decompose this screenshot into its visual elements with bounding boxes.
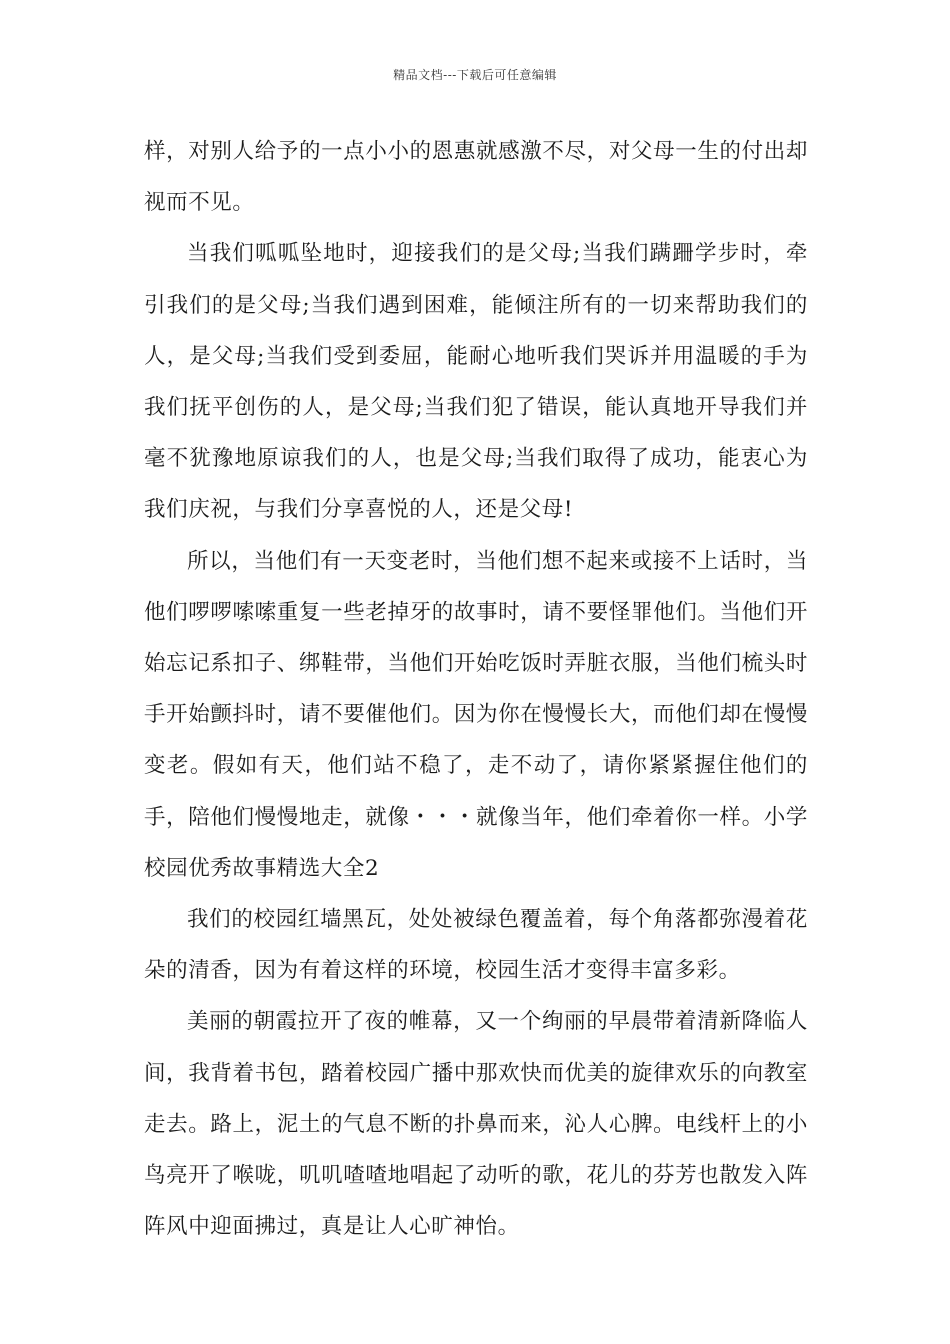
paragraph: 美丽的朝霞拉开了夜的帷幕，又一个绚丽的早晨带着清新降临人间，我背着书包，踏着校园广播中那欢快而优美的旋律欢乐的向教室走去。路上，泥土的气息不断的扑鼻而来，沁人心脾。电线杆上的小鸟亮开了喉咙，叽叽喳喳地唱起了动听的歌，花儿的芬芳也散发入阵阵风中迎面拂过，真是让人心旷神怡。 (144, 1009, 808, 1240)
document-body (144, 126, 808, 1252)
paragraph-continuation: 样，对别人给予的一点小小的恩惠就感激不尽，对父母一生的付出却视而不见。 (144, 139, 808, 216)
page-header: 精品文档---下载后可任意编辑 (393, 68, 557, 82)
paragraph: 所以，当他们有一天变老时，当他们想不起来或接不上话时，当他们啰啰嗦嗦重复一些老掉牙的故事时，请不要怪罪他们。当他们开始忘记系扣子、绑鞋带，当他们开始吃饭时弄脏衣服，当他们梳头时手开始颤抖时，请不要催他们。因为你在慢慢长大，而他们却在慢慢变老。假如有天，他们站不稳了，走不动了，请你紧紧握住他们的手，陪他们慢慢地走，就像・・・就像当年，他们牵着你一样。小学校园优秀故事精选大全2 (144, 548, 808, 881)
paragraph: 我们的校园红墙黑瓦，处处被绿色覆盖着，每个角落都弥漫着花朵的清香，因为有着这样的环境，校园生活才变得丰富多彩。 (144, 907, 808, 984)
paragraph: 当我们呱呱坠地时，迎接我们的是父母;当我们蹒跚学步时，牵引我们的是父母;当我们遇到困难，能倾注所有的一切来帮助我们的人，是父母;当我们受到委屈，能耐心地听我们哭诉并用温暖的手为我们抚平创伤的人，是父母;当我们犯了错误，能认真地开导我们并毫不犹豫地原谅我们的人，也是父母;当我们取得了成功，能衷心为我们庆祝，与我们分享喜悦的人，还是父母! (144, 241, 808, 523)
